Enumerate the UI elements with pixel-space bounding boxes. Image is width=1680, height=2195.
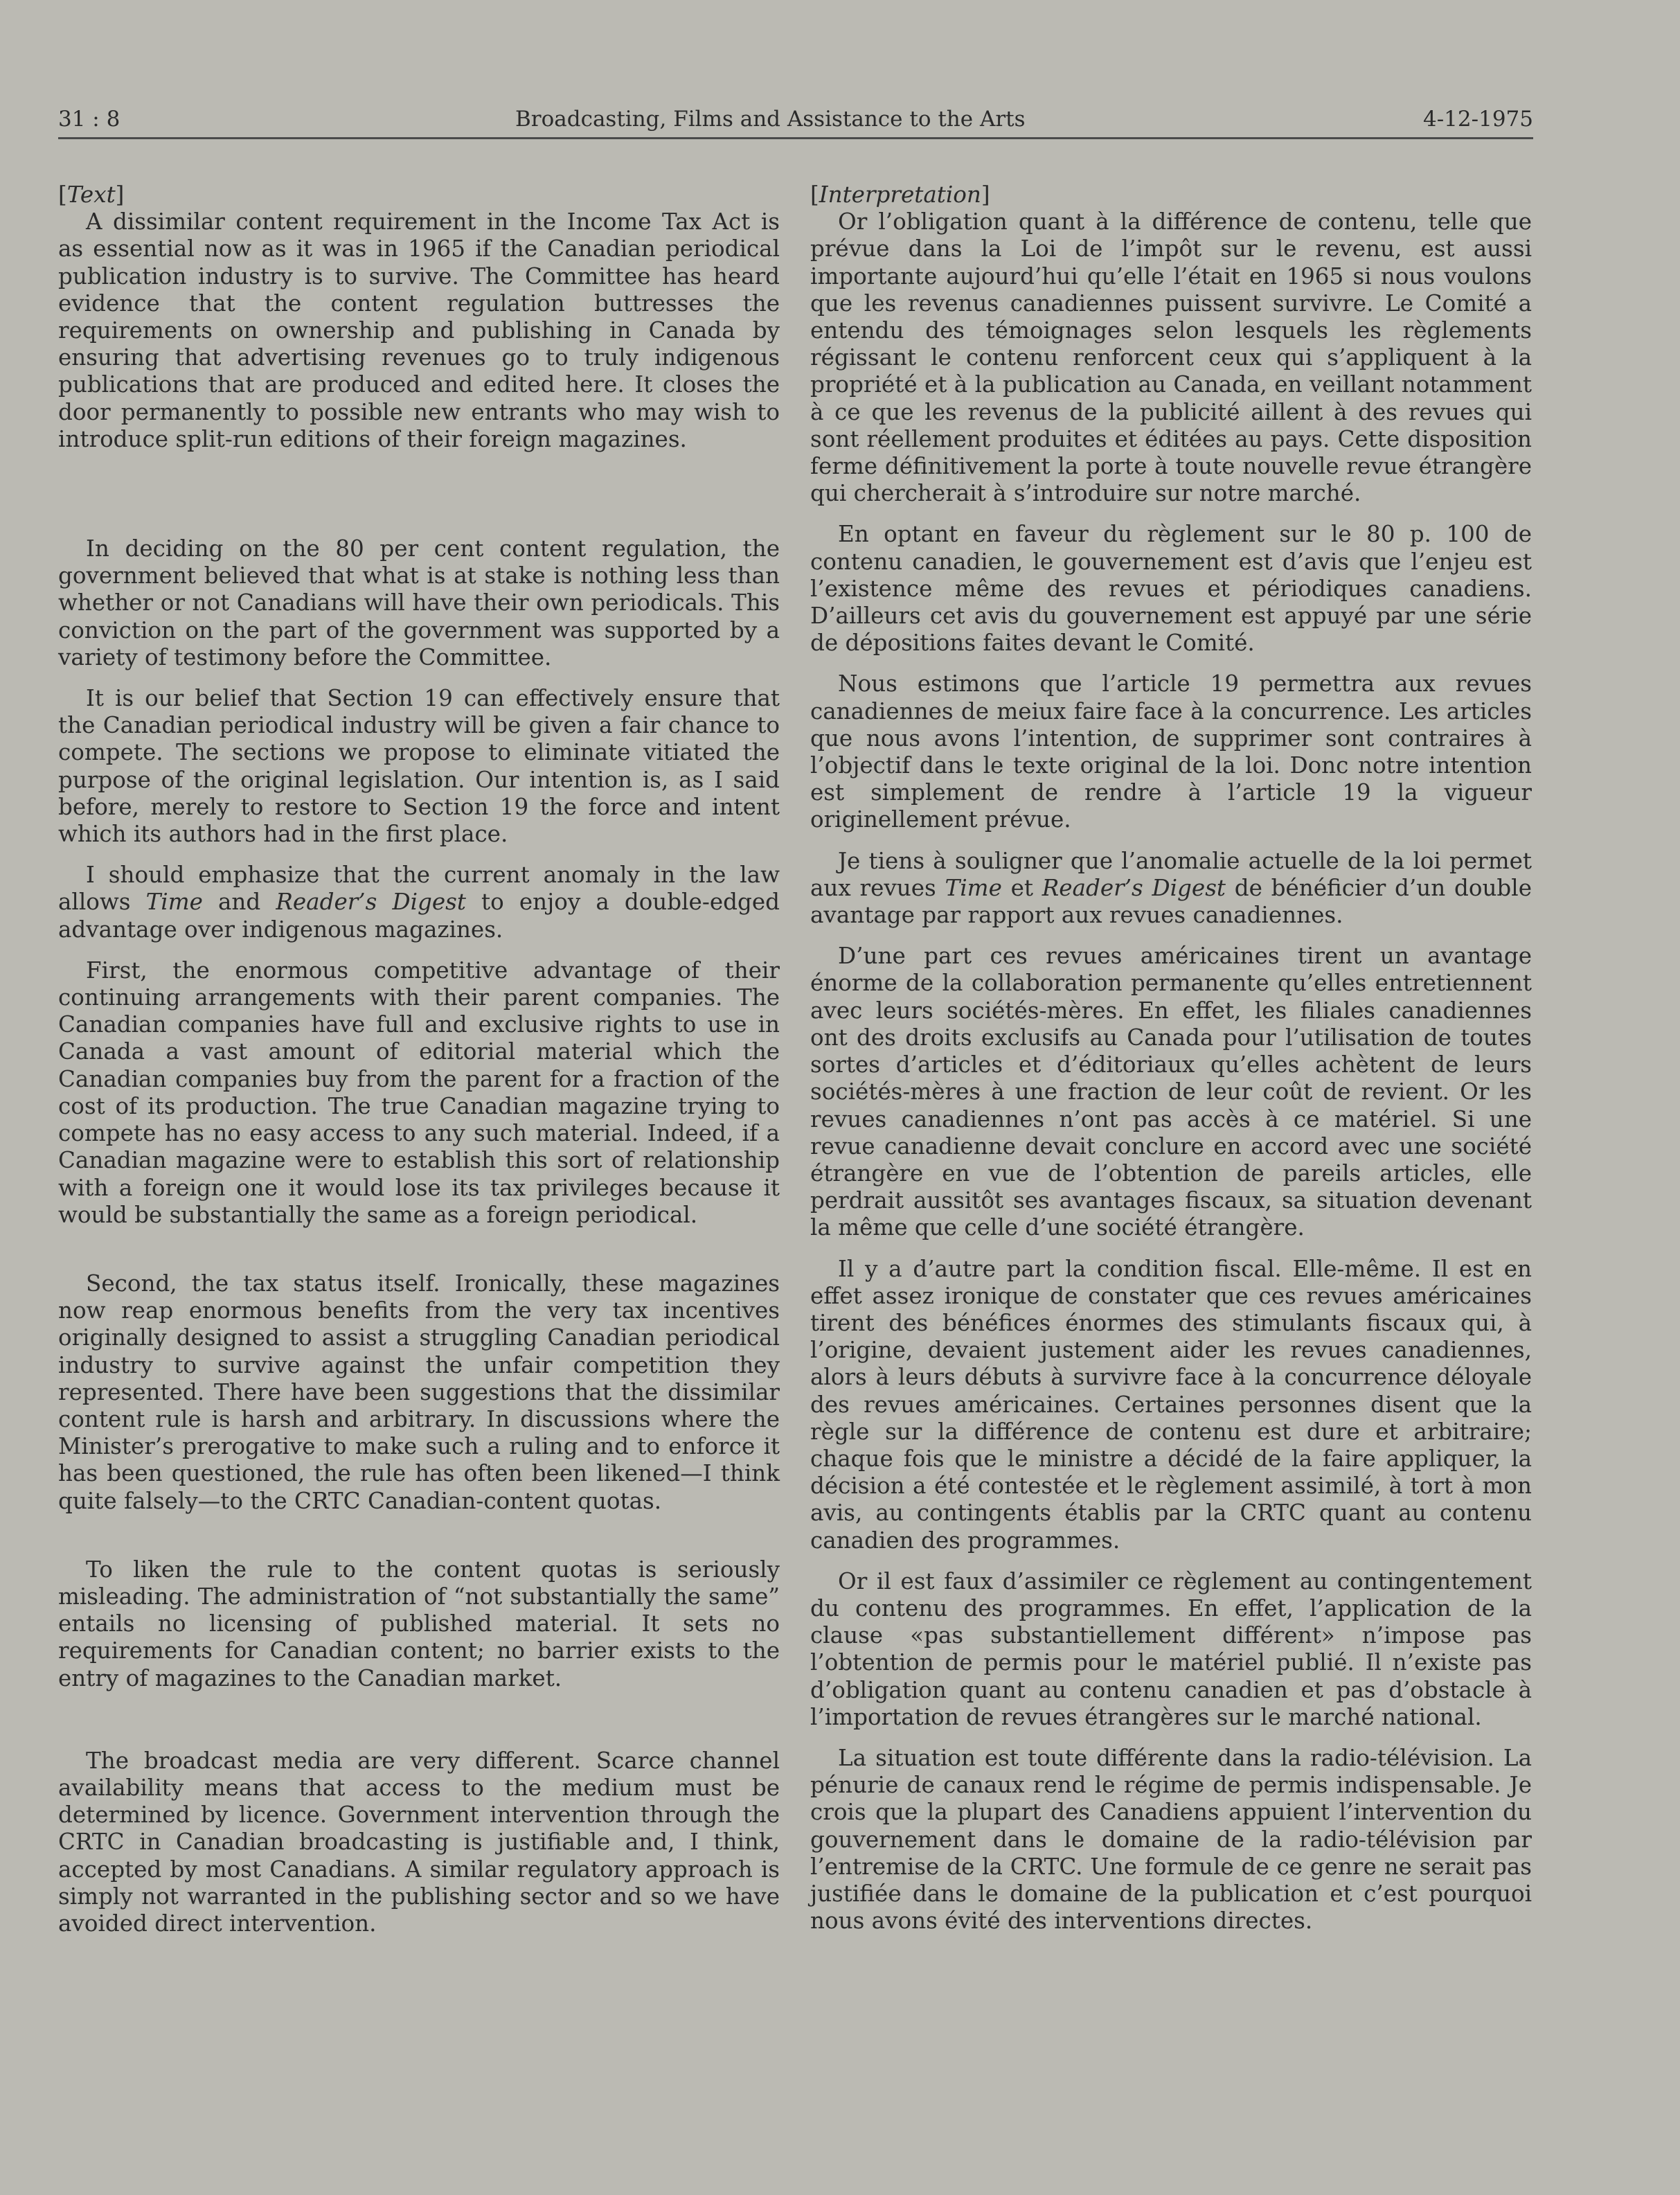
page-number: 31 : 8 xyxy=(58,107,120,132)
paragraph: Or il est faux d’assimiler ce règlement au contingentement du contenu des programmes. En effet, l’application de la clause «pas substantiellement différent» n’impose pas l’obtention de permis pour le matériel publié. Il n’existe pas d’obligation quant au contenu canadien et pas d’obstacle à l’importation de revues étrangères sur le marché national. xyxy=(810,1567,1532,1730)
paragraph-text: et xyxy=(1001,874,1042,901)
paragraph-text: to enjoy a double-edged advantage over indigenous magazines. xyxy=(58,889,780,943)
paragraph: D’une part ces revues américaines tirent un avantage énorme de la collaboration permanente qu’elles entretiennent avec leurs sociétés-mères. En effet, les filiales canadiennes ont des droits exclusifs au Canada pour l’utilisation de toutes sortes d’articles et d’éditoriaux qu’elles achètent de leurs sociétés-mères à une fraction de leur coût de revient. Or les revues canadiennes n’ont pas accès à ce matériel. Si une revue canadienne devait conclure en accord avec une société étrangère en vue de l’obtention de pareils articles, elle perdrait aussitôt ses avantages fiscaux, sa situation devenant la même que celle d’une société étrangère. xyxy=(810,943,1532,1241)
running-title: Broadcasting, Films and Assistance to the Arts xyxy=(515,107,1026,132)
paragraph: To liken the rule to the content quotas is seriously misleading. The administration of “not substantially the same” entails no licensing of published material. It sets no requirements for Canadian content; no barrier exists to the entry of magazines to the Canadian market. xyxy=(58,1556,780,1691)
paragraph: Il y a d’autre part la condition fiscal. Elle-même. Il est en effet assez ironique de constater que ces revues américaines tirent des bénéfices énormes des stimulants fiscaux qui, à l’origine, devaient justement aider les revues canadiennes, alors à leurs débuts à survivre face à la concurrence déloyale des revues américaines. Certaines personnes disent que la règle sur la différence de contenu est dure et arbitraire; chaque fois que le ministre a décidé de la faire appliquer, la décision a été contestée et le règlement assimilé, à tort à mon avis, au contingents établis par la CRTC quant au contenu canadien des programmes. xyxy=(810,1255,1532,1554)
text-label-word: Text xyxy=(66,181,116,208)
paragraph-text: de bénéficier d’un double avantage par rapport aux revues canadiennes. xyxy=(810,874,1532,929)
text-label: [Text] xyxy=(58,181,125,208)
paragraph: Nous estimons que l’article 19 permettra aux revues canadiennes de meiux faire face à la concurrence. Les articles que nous avons l’intention, de supprimer sont contraires à l’objectif dans le texte original de la loi. Donc notre intention est simplement de rendre à l’article 19 la vigueur originellement prévue. xyxy=(810,670,1532,833)
paragraph-text: and xyxy=(202,889,276,916)
interpretation-label-word: Interpretation xyxy=(819,181,981,208)
paragraph: La situation est toute différente dans la radio-télévision. La pénurie de canaux rend le régime de permis indispensable. Je crois que la plupart des Canadiens appuient l’intervention du gouvernement dans le domaine de la radio-télévision par l’entremise de la CRTC. Une formule de ce genre ne serait pas justifiée dans le domaine de la publication et c’est pourquoi nous avons évité des interventions directes. xyxy=(810,1744,1532,1935)
magazine-title: Time xyxy=(945,874,1002,901)
paragraph-text: Je tiens à souligner que l’anomalie actuelle de la loi permet aux revues xyxy=(810,847,1532,901)
paragraph: A dissimilar content requirement in the Income Tax Act is as essential now as it was in 1965 if the Canadian periodical publication industry is to survive. The Committee has heard evidence that the content regulation buttresses the requirements on ownership and publishing in Canada by ensuring that advertising revenues go to truly indigenous publications that are produced and edited here. It closes the door permanently to possible new entrants who may wish to introduce split-run editions of their foreign magazines. xyxy=(58,208,780,452)
magazine-title: Reader’s Digest xyxy=(276,889,466,916)
interpretation-label: [Interpretation] xyxy=(810,181,990,208)
paragraph xyxy=(58,862,780,943)
header-date: 4-12-1975 xyxy=(1422,107,1533,132)
paragraph: In deciding on the 80 per cent content regulation, the government believed that what is at stake is nothing less than whether or not Canadians will have their own periodicals. This conviction on the part of the government was supported by a variety of testimony before the Committee. xyxy=(58,535,780,670)
paragraph: It is our belief that Section 19 can effectively ensure that the Canadian periodical industry will be given a fair chance to compete. The sections we propose to eliminate vitiated the purpose of the original legislation. Our intention is, as I said before, merely to restore to Section 19 the force and intent which its authors had in the first place. xyxy=(58,685,780,848)
paragraph: En optant en faveur du règlement sur le 80 p. 100 de contenu canadien, le gouvernement est d’avis que l’enjeu est l’existence même des revues et périodiques canadiens. D’ailleurs cet avis du gouvernement est appuyé par une série de dépositions faites devant le Comité. xyxy=(810,521,1532,657)
english-text-column xyxy=(58,181,780,1937)
paragraph: The broadcast media are very different. Scarce channel availability means that access to the medium must be determined by licence. Government intervention through the CRTC in Canadian broadcasting is justifiable and, I think, accepted by most Canadians. A similar regulatory approach is simply not warranted in the publishing sector and so we have avoided direct intervention. xyxy=(58,1747,780,1937)
magazine-title: Reader’s Digest xyxy=(1042,874,1226,901)
paragraph xyxy=(810,848,1532,930)
paragraph: Second, the tax status itself. Ironically, these magazines now reap enormous benefits from the very tax incentives originally designed to assist a struggling Canadian periodical industry to survive against the unfair competition they represented. There have been suggestions that the dissimilar content rule is harsh and arbitrary. In discussions where the Minister’s prerogative to make such a ruling and to enforce it has been questioned, the rule has often been likened—I think quite falsely—to the CRTC Canadian-content quotas. xyxy=(58,1270,780,1514)
magazine-title: Time xyxy=(145,889,203,916)
paragraph-text: I should emphasize that the current anomaly in the law allows xyxy=(58,862,780,916)
paragraph: Or l’obligation quant à la différence de contenu, telle que prévue dans la Loi de l’impôt sur le revenu, est aussi importante aujourd’hui qu’elle l’était en 1965 si nous voulons que les revenus canadiennes puissent survivre. Le Comité a entendu des témoignages selon lesquels les règlements régissant le contenu renforcent ceux qui s’appliquent à la propriété et à la publication au Canada, en veillant notamment à ce que les revenus de la publicité aillent à des revues qui sont réellement produites et éditées au pays. Cette disposition ferme définitivement la porte à toute nouvelle revue étrangère qui chercherait à s’introduire sur notre marché. xyxy=(810,208,1532,507)
french-interpretation-column xyxy=(810,181,1532,1935)
paragraph: First, the enormous competitive advantage of their continuing arrangements with their parent companies. The Canadian companies have full and exclusive rights to use in Canada a vast amount of editorial material which the Canadian companies buy from the parent for a fraction of the cost of its production. The true Canadian magazine trying to compete has no easy access to any such material. Indeed, if a Canadian magazine were to establish this sort of relationship with a foreign one it would lose its tax privileges because it would be substantially the same as a foreign periodical. xyxy=(58,957,780,1228)
running-header xyxy=(58,104,1533,139)
